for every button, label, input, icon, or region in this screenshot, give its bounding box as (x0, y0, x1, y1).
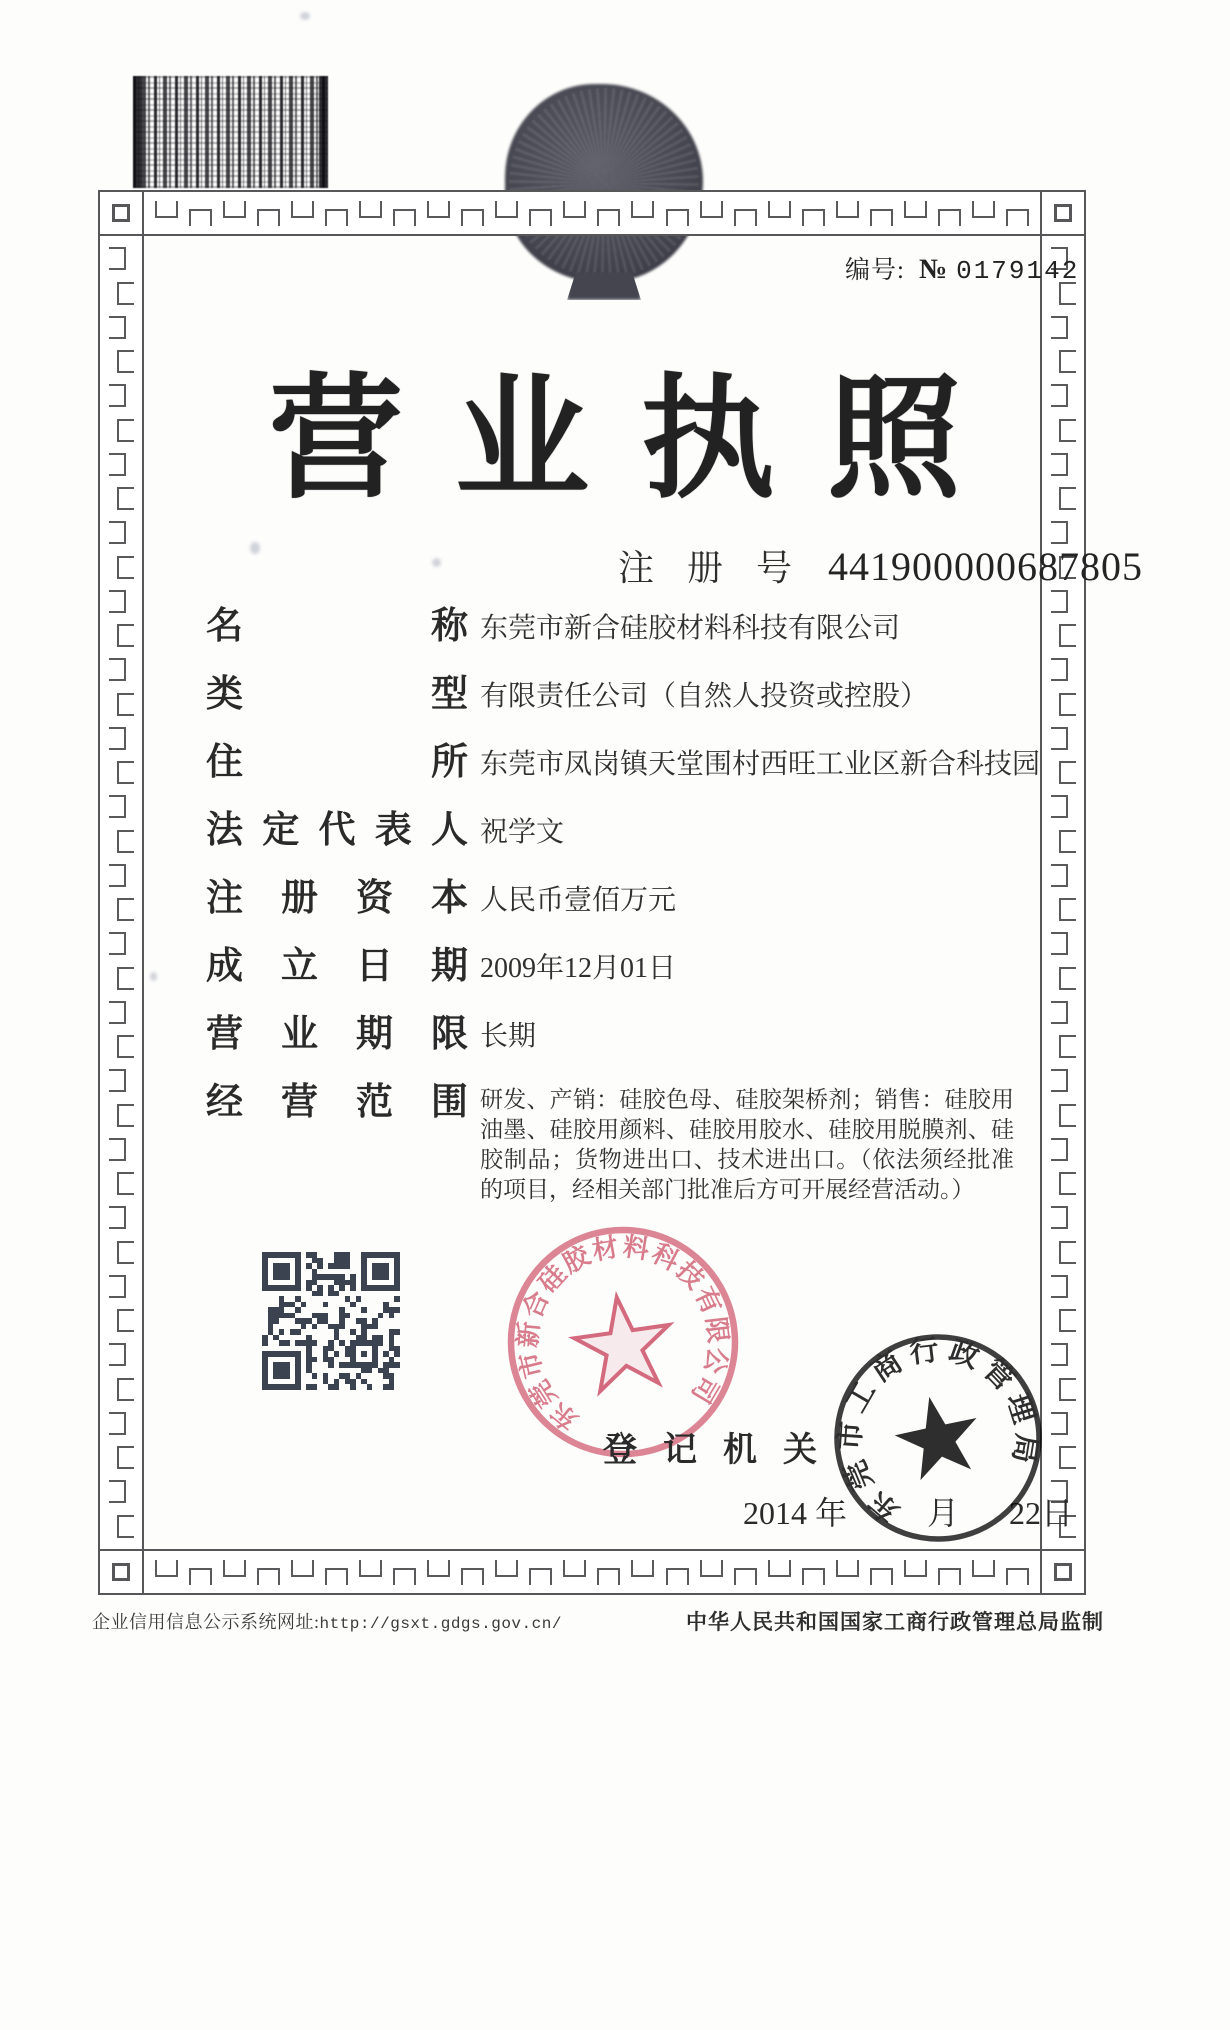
border-hook (1059, 624, 1076, 647)
field-row-address (206, 742, 1040, 785)
field-row-establish-date (206, 946, 676, 989)
border-hook (117, 1446, 134, 1469)
border-hook (109, 658, 126, 681)
border-hook (870, 209, 893, 226)
border-hook (495, 1560, 518, 1577)
border-hook (1059, 898, 1076, 921)
border-hook (700, 201, 723, 218)
border-hook (109, 795, 126, 818)
border-hook (257, 1568, 280, 1585)
border-hook (291, 201, 314, 218)
border-hook (1059, 967, 1076, 990)
border-hook (155, 1560, 178, 1577)
border-hook (972, 201, 995, 218)
field-row-legal-representative (206, 810, 564, 853)
field-label: 注册资本 (206, 878, 468, 919)
footer-url-label: 企业信用信息公示系统网址: (92, 1612, 320, 1632)
border-hook (117, 1515, 134, 1538)
border-hook (393, 1568, 416, 1585)
company-seal-text: 东莞市新合硅胶材料科技有限公司 (513, 1232, 733, 1436)
border-hook (597, 1568, 620, 1585)
border-hook (189, 209, 212, 226)
border-hook (1051, 658, 1068, 681)
field-value: 研发、产销：硅胶色母、硅胶架桥剂；销售：硅胶用油墨、硅胶用颜料、硅胶用胶水、硅胶用脱膜剂、硅胶制品；货物进出口、技术进出口。（依法须经批准的项目，经相关部门批准后方可开展经营活动。） (480, 1087, 1014, 1202)
border-hook (109, 521, 126, 544)
border-hook (109, 1275, 126, 1298)
border-hook (768, 1560, 791, 1577)
registrar-seal-stamp (796, 1296, 1081, 1581)
border-hook (495, 201, 518, 218)
border-hook (109, 727, 126, 750)
border-hook (1051, 1275, 1068, 1298)
border-corner (98, 190, 144, 236)
field-value: 东莞市新合硅胶材料科技有限公司 (480, 613, 901, 644)
border-hook (972, 1560, 995, 1577)
border-hook (117, 1172, 134, 1195)
border-hook (257, 209, 280, 226)
border-corner (1040, 190, 1086, 236)
field-row-registered-capital (206, 878, 676, 921)
border-hook (109, 247, 126, 270)
border-hook (427, 1560, 450, 1577)
field-label: 营业期限 (206, 1014, 468, 1055)
scan-smudge (432, 558, 441, 567)
seal-star-icon (570, 1291, 677, 1394)
border-hook (631, 1560, 654, 1577)
border-hook (1051, 1343, 1068, 1366)
border-hook (223, 201, 246, 218)
field-value: 人民币壹佰万元 (480, 885, 677, 916)
registration-number-value: 441900000687805 (828, 544, 1144, 589)
border-hook (1059, 693, 1076, 716)
barcode (133, 76, 328, 188)
border-hook (1051, 1069, 1068, 1092)
field-label: 法定代表人 (206, 810, 468, 851)
serial-number-line (845, 250, 1079, 286)
certificate-title: 营业执照 (268, 366, 1013, 514)
border-hook (189, 1568, 212, 1585)
field-row-business-term (206, 1014, 536, 1057)
field-value: 长期 (480, 1021, 537, 1052)
border-hook (109, 1412, 126, 1435)
field-value: 有限责任公司（自然人投资或控股） (480, 681, 929, 712)
border-hook (291, 1560, 314, 1577)
scan-smudge (150, 972, 157, 981)
issue-date-day: 22日 (1009, 1495, 1074, 1531)
border-hook (563, 201, 586, 218)
border-hook (734, 209, 757, 226)
border-hook (117, 282, 134, 305)
numero-sign: № (918, 254, 949, 285)
field-label: 成立日期 (206, 946, 468, 987)
border-hook (1051, 590, 1068, 613)
border-hook (1059, 1104, 1076, 1127)
border-hook (117, 967, 134, 990)
footer-publicity-url (92, 1608, 562, 1634)
border-hook (359, 1560, 382, 1577)
border-hook (802, 209, 825, 226)
border-hook (1051, 1206, 1068, 1229)
border-hook (700, 1560, 723, 1577)
scan-smudge (250, 542, 260, 554)
border-hook (109, 932, 126, 955)
field-label: 住所 (206, 742, 468, 783)
border-hook (1059, 1172, 1076, 1195)
border-band-top (142, 190, 1042, 236)
border-hook (1051, 1001, 1068, 1024)
footer-issuer: 中华人民共和国国家工商行政管理总局监制 (686, 1610, 1104, 1634)
border-hook (666, 209, 689, 226)
border-hook (1051, 864, 1068, 887)
border-hook (938, 209, 961, 226)
border-hook (325, 1568, 348, 1585)
seal-star-icon (888, 1388, 986, 1483)
border-hook (117, 624, 134, 647)
border-hook (359, 201, 382, 218)
border-hook (461, 209, 484, 226)
issue-date-month-label: 月 (927, 1495, 960, 1531)
border-hook (461, 1568, 484, 1585)
registration-authority-label: 登记机关 (603, 1432, 843, 1469)
border-hook (117, 1035, 134, 1058)
border-hook (109, 1206, 126, 1229)
field-label: 类型 (206, 674, 468, 715)
border-hook (597, 209, 620, 226)
scan-smudge (300, 12, 310, 20)
field-value: 2009年12月01日 (480, 953, 677, 984)
border-hook (529, 1568, 552, 1585)
border-hook (1059, 830, 1076, 853)
border-hook (117, 556, 134, 579)
border-hook (109, 1001, 126, 1024)
registration-number-line (618, 540, 1143, 591)
border-hook (768, 201, 791, 218)
border-hook (117, 1378, 134, 1401)
border-hook (155, 201, 178, 218)
border-hook (109, 1480, 126, 1503)
serial-number: 0179142 (956, 256, 1080, 286)
border-hook (1051, 932, 1068, 955)
border-hook (904, 201, 927, 218)
border-hook (117, 1309, 134, 1332)
border-hook (117, 1241, 134, 1264)
issue-date-year: 2014 年 (743, 1495, 848, 1531)
border-hook (223, 1560, 246, 1577)
border-hook (1059, 1035, 1076, 1058)
field-row-name (206, 606, 900, 649)
border-hook (1006, 209, 1029, 226)
registrar-seal-text: 东莞市工商行政管理局 (834, 1333, 1043, 1528)
border-hook (1051, 727, 1068, 750)
border-hook (734, 1568, 757, 1585)
border-hook (1059, 1309, 1076, 1332)
border-hook (938, 1568, 961, 1585)
border-hook (1059, 1378, 1076, 1401)
border-hook (563, 1560, 586, 1577)
border-hook (1051, 1138, 1068, 1161)
border-hook (109, 1069, 126, 1092)
serial-label: 编号: (845, 257, 905, 284)
border-hook (325, 209, 348, 226)
border-hook (427, 201, 450, 218)
border-hook (393, 209, 416, 226)
border-hook (529, 209, 552, 226)
border-hook (1059, 761, 1076, 784)
border-hook (117, 898, 134, 921)
field-row-type (206, 674, 928, 717)
border-hook (836, 201, 859, 218)
registration-number-label: 注 册 号 (618, 548, 805, 588)
field-value: 祝学文 (480, 817, 565, 848)
border-hook (109, 1138, 126, 1161)
border-hook (1059, 1241, 1076, 1264)
border-hook (1051, 795, 1068, 818)
border-hook (631, 201, 654, 218)
border-hook (802, 1568, 825, 1585)
border-hook (117, 1104, 134, 1127)
border-hook (109, 590, 126, 613)
border-hook (117, 693, 134, 716)
border-hook (109, 864, 126, 887)
border-hook (666, 1568, 689, 1585)
field-label: 名称 (206, 606, 468, 647)
border-hook (117, 761, 134, 784)
footer-url: http://gsxt.gdgs.gov.cn/ (319, 1615, 562, 1633)
border-corner (98, 1549, 144, 1595)
field-label: 经营范围 (206, 1082, 468, 1123)
qr-code (262, 1252, 400, 1390)
border-hook (1006, 1568, 1029, 1585)
border-hook (109, 1343, 126, 1366)
field-value: 东莞市凤岗镇天堂围村西旺工业区新合科技园 (480, 749, 1041, 780)
border-hook (117, 830, 134, 853)
border-corner (1040, 1549, 1086, 1595)
